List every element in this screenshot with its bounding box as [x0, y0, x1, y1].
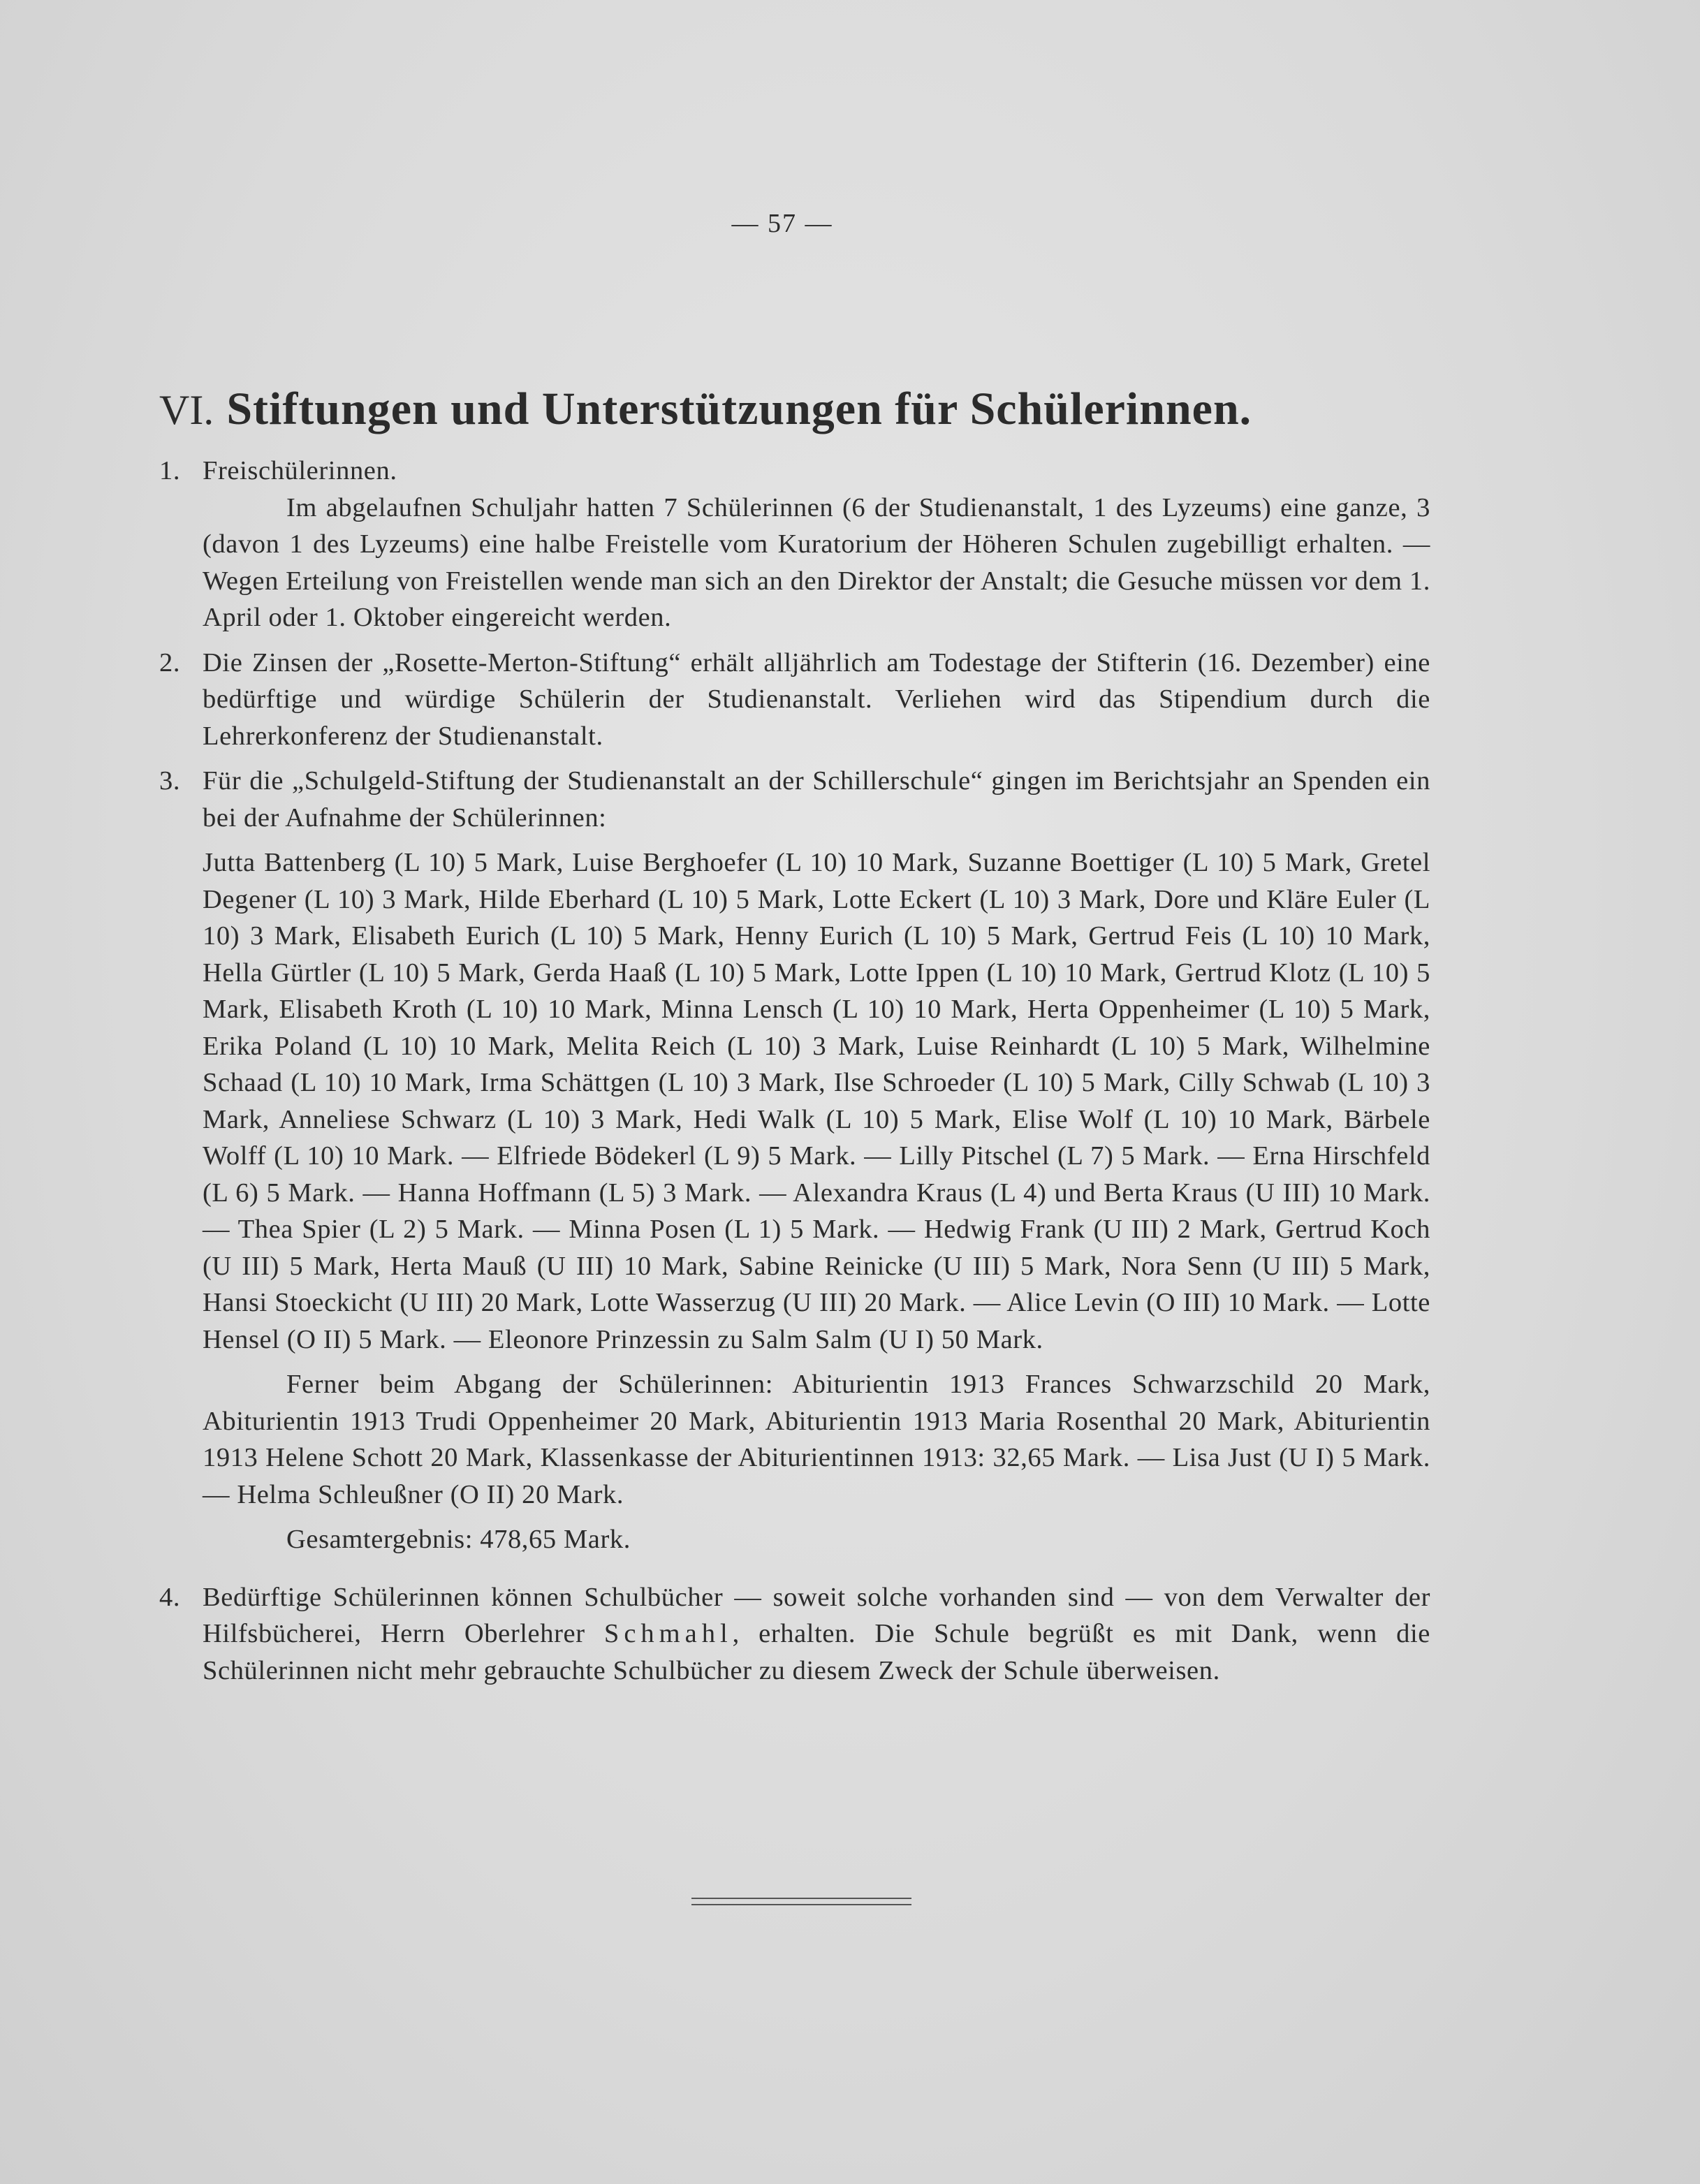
- item-2-text: Die Zinsen der „Rosette-Merton-Stiftung“ erhält alljährlich am Todestage der Stifterin (16. Dezember) eine bedürftige und würdige Schülerin der Studienanstalt. Verliehen wird das Stipendium durch die Lehrerkonferenz der Studienanstalt.: [203, 647, 1430, 751]
- closing-double-rule: [691, 1898, 911, 1905]
- item-number: 4.: [159, 1582, 181, 1612]
- item-3-total: Gesamtergebnis: 478,65 Mark.: [286, 1525, 631, 1554]
- item-1: [159, 453, 1430, 636]
- item-2: [159, 645, 1430, 755]
- document-body: [159, 453, 1430, 1689]
- item-4: [159, 1579, 1430, 1690]
- item-1-title: Freischülerinnen.: [203, 456, 397, 485]
- item-4-text: [203, 1579, 1430, 1690]
- heading-title: Stiftungen und Unterstützungen für Schülerinnen.: [226, 383, 1252, 434]
- item-3-donor-list: Jutta Battenberg (L 10) 5 Mark, Luise Berghoefer (L 10) 10 Mark, Suzanne Boettiger (L 10) 5 Mark, Gretel Degener (L 10) 3 Mark, Hilde Eberhard (L 10) 5 Mark, Lotte Eckert (L 10) 3 Mark, Dore und Kläre Euler (L 10) 3 Mark, Elisabeth Eurich (L 10) 5 Mark, Henny Eurich (L 10) 5 Mark, Gertrud Feis (L 10) 10 Mark, Hella Gürtler (L 10) 5 Mark, Gerda Haaß (L 10) 5 Mark, Lotte Ippen (L 10) 10 Mark, Gertrud Klotz (L 10) 5 Mark, Elisabeth Kroth (L 10) 10 Mark, Minna Lensch (L 10) 10 Mark, Herta Oppenheimer (L 10) 5 Mark, Erika Poland (L 10) 10 Mark, Melita Reich (L 10) 3 Mark, Luise Reinhardt (L 10) 5 Mark, Wilhelmine Schaad (L 10) 10 Mark, Irma Schättgen (L 10) 3 Mark, Ilse Schroeder (L 10) 5 Mark, Cilly Schwab (L 10) 3 Mark, Anneliese Schwarz (L 10) 3 Mark, Hedi Walk (L 10) 5 Mark, Elise Wolf (L 10) 10 Mark, Bärbele Wolff (L 10) 10 Mark. — Elfriede Bödekerl (L 9) 5 Mark. — Lilly Pitschel (L 7) 5 Mark. — Erna Hirschfeld (L 6) 5 Mark. — Hanna Hoffmann (L 5) 3 Mark. — Alexandra Kraus (L 4) und Berta Kraus (U III) 10 Mark. — Thea Spier (L 2) 5 Mark. — Minna Posen (L 1) 5 Mark. — Hedwig Frank (U III) 2 Mark, Gertrud Koch (U III) 5 Mark, Herta Mauß (U III) 10 Mark, Sabine Reinicke (U III) 5 Mark, Nora Senn (U III) 5 Mark, Hansi Stoeckicht (U III) 20 Mark, Lotte Wasserzug (U III) 20 Mark. — Alice Levin (O III) 10 Mark. — Lotte Hensel (O II) 5 Mark. — Eleonore Prinzessin zu Salm Salm (U I) 50 Mark.: [203, 848, 1430, 1354]
- heading-roman-numeral: VI.: [159, 387, 214, 433]
- item-number: 3.: [159, 766, 181, 796]
- section-heading: [159, 383, 1486, 436]
- item-number: 1.: [159, 456, 181, 485]
- item-4-text-before: Bedürftige Schülerinnen können Schulbücher — soweit solche vorhanden sind — von dem Verwalter der Hilfsbücherei, Herrn Oberlehrer: [203, 1582, 1430, 1648]
- page-number: — 57 —: [731, 209, 833, 238]
- item-1-paragraph: Im abgelaufnen Schuljahr hatten 7 Schülerinnen (6 der Studienanstalt, 1 des Lyzeums) eine ganze, 3 (davon 1 des Lyzeums) eine halbe Freistelle vom Kuratorium der Höheren Schulen zugebilligt erhalten. — Wegen Erteilung von Freistellen wende man sich an den Direktor der Anstalt; die Gesuche müssen vor dem 1. April oder 1. Oktober eingereicht werden.: [203, 492, 1430, 632]
- item-number: 2.: [159, 647, 181, 677]
- item-4-name: Schmahl: [603, 1619, 733, 1648]
- item-3: [159, 763, 1430, 1558]
- item-3-intro: Für die „Schulgeld-Stiftung der Studienanstalt an der Schillerschule“ gingen im Berichtsjahr an Spenden ein bei der Aufnahme der Schülerinnen:: [203, 766, 1430, 833]
- item-3-departure-donations: Ferner beim Abgang der Schülerinnen: Abiturientin 1913 Frances Schwarzschild 20 Mark, Abiturientin 1913 Trudi Oppenheimer 20 Mark, Abiturientin 1913 Maria Rosenthal 20 Mark, Abiturientin 1913 Helene Schott 20 Mark, Klassenkasse der Abiturientinnen 1913: 32,65 Mark. — Lisa Just (U I) 5 Mark. — Helma Schleußner (O II) 20 Mark.: [203, 1370, 1430, 1509]
- item-4-text-after: , erhalten. Die Schule begrüßt es mit Dank, wenn die Schülerinnen nicht mehr gebrauchte Schulbücher zu diesem Zweck der Schule überweisen.: [203, 1619, 1430, 1685]
